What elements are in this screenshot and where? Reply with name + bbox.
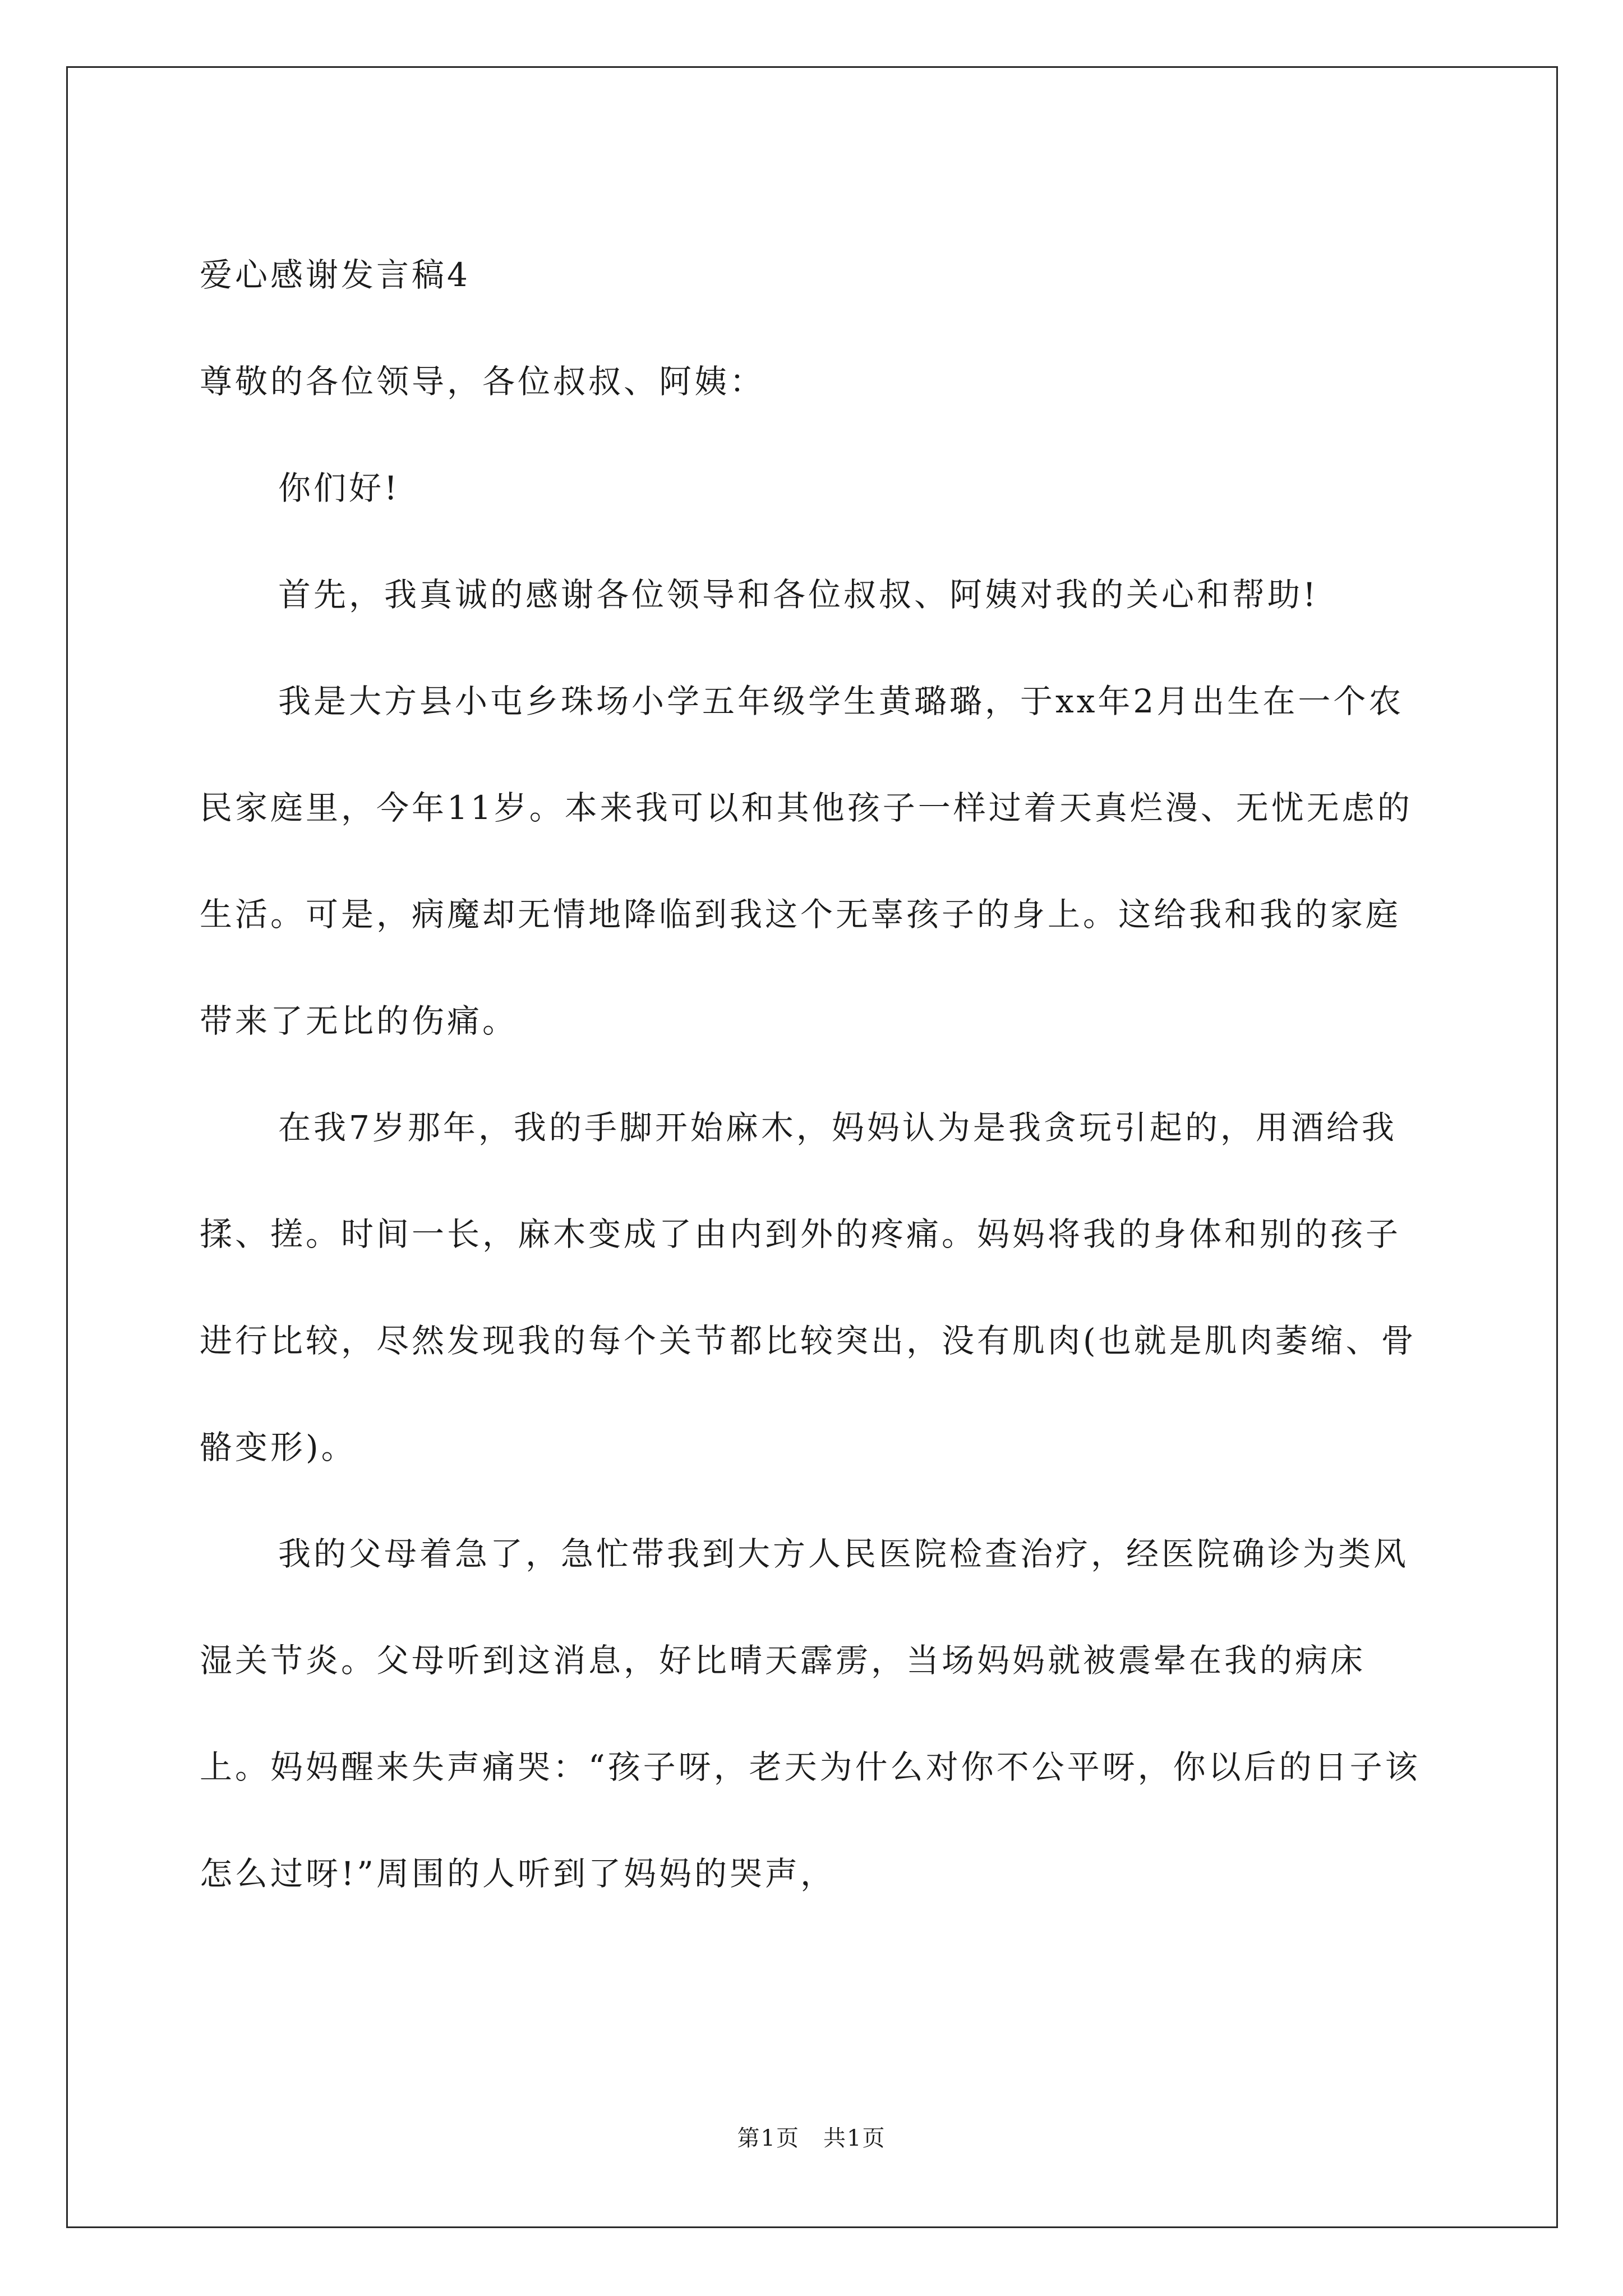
paragraph-illness-onset: 在我7岁那年，我的手脚开始麻木，妈妈认为是我贪玩引起的，用酒给我揉、搓。时间一长，麻木变成了由内到外的疼痛。妈妈将我的身体和别的孩子进行比较，尽然发现我的每个关节都比较突出，没有肌肉(也就是肌肉萎缩、骨骼变形)。: [200, 1108, 1417, 1466]
paragraph-thanks: 首先，我真诚的感谢各位领导和各位叔叔、阿姨对我的关心和帮助!: [278, 576, 1319, 614]
document-title: 爱心感谢发言稿4: [200, 256, 471, 294]
document-body: [200, 222, 1428, 1927]
paragraph-greeting: 你们好!: [278, 469, 400, 507]
paragraph-diagnosis: 我的父母着急了，急忙带我到大方人民医院检查治疗，经医院确诊为类风湿关节炎。父母听到这消息，好比晴天霹雳，当场妈妈就被震晕在我的病床上。妈妈醒来失声痛哭：“孩子呀，老天为什么对你不公平呀，你以后的日子该怎么过呀!”周围的人听到了妈妈的哭声，: [200, 1535, 1421, 1893]
salutation: 尊敬的各位领导，各位叔叔、阿姨：: [200, 362, 766, 401]
paragraph-introduction: 我是大方县小屯乡珠场小学五年级学生黄璐璐，于xx年2月出生在一个农民家庭里，今年11岁。本来我可以和其他孩子一样过着天真烂漫、无忧无虑的生活。可是，病魔却无情地降临到我这个无辜孩子的身上。这给我和我的家庭带来了无比的伤痛。: [200, 682, 1413, 1040]
page-footer: 第1页 共1页: [737, 2125, 886, 2151]
